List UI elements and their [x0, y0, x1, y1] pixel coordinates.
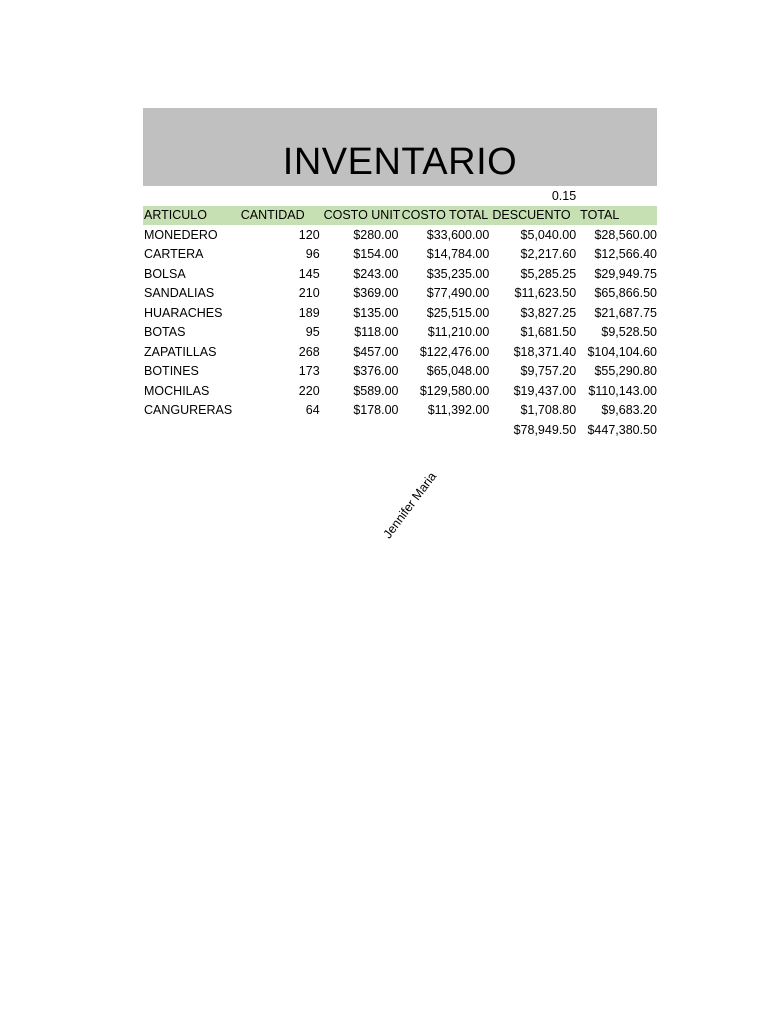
signature-text: Jennifer Maria: [380, 469, 440, 542]
header-cantidad: CANTIDAD: [240, 208, 305, 223]
cell-costo-total: $65,048.00: [426, 364, 490, 379]
cell-descuento: $3,827.25: [520, 305, 577, 320]
cell-cantidad: 96: [305, 247, 320, 262]
cell-descuento: $5,285.25: [520, 266, 577, 281]
cell-total: $28,560.00: [594, 227, 657, 242]
cell-total: $110,143.00: [588, 383, 657, 398]
cell-total: $12,566.40: [594, 247, 657, 262]
cell-total: $29,949.75: [594, 266, 657, 281]
cell-cantidad: 145: [298, 266, 320, 281]
cell-articulo: MOCHILAS: [144, 383, 210, 398]
table-row: [143, 284, 657, 304]
cell-descuento: $19,437.00: [513, 383, 577, 398]
cell-descuento: $9,757.20: [520, 364, 577, 379]
cell-cantidad: 64: [305, 403, 320, 418]
cell-descuento: $5,040.00: [520, 227, 577, 242]
total-total: $447,380.50: [587, 422, 657, 437]
header-descuento: DESCUENTO: [492, 208, 571, 223]
cell-costo-unit: $178.00: [353, 403, 399, 418]
cell-costo-unit: $376.00: [353, 364, 399, 379]
header-articulo: ARTICULO: [144, 208, 207, 223]
cell-costo-unit: $243.00: [353, 266, 399, 281]
cell-total: $55,290.80: [594, 364, 657, 379]
cell-costo-total: $33,600.00: [426, 227, 490, 242]
table-row: [143, 225, 657, 245]
cell-articulo: CARTERA: [144, 247, 204, 262]
cell-cantidad: 220: [298, 383, 320, 398]
cell-costo-total: $122,476.00: [419, 344, 490, 359]
cell-articulo: BOLSA: [144, 266, 186, 281]
cell-articulo: MONEDERO: [144, 227, 218, 242]
cell-descuento: $1,708.80: [520, 403, 577, 418]
table-row: [143, 342, 657, 362]
cell-total: $9,683.20: [601, 403, 657, 418]
cell-costo-total: $77,490.00: [426, 286, 490, 301]
cell-costo-unit: $369.00: [353, 286, 399, 301]
cell-articulo: BOTAS: [144, 325, 186, 340]
cell-costo-total: $11,392.00: [427, 403, 490, 418]
cell-descuento: $11,623.50: [514, 286, 577, 301]
cell-cantidad: 120: [298, 227, 320, 242]
cell-costo-total: $129,580.00: [419, 383, 490, 398]
header-costo-total: COSTO TOTAL: [401, 208, 489, 223]
cell-descuento: $1,681.50: [520, 325, 577, 340]
page-title: INVENTARIO: [282, 141, 518, 183]
cell-descuento: $2,217.60: [520, 247, 577, 262]
discount-rate-row: [143, 186, 657, 206]
cell-total: $21,687.75: [594, 305, 657, 320]
table-row: [143, 264, 657, 284]
cell-articulo: HUARACHES: [144, 305, 223, 320]
table-row: [143, 245, 657, 265]
table-row: [143, 323, 657, 343]
cell-cantidad: 95: [305, 325, 320, 340]
cell-costo-total: $25,515.00: [426, 305, 490, 320]
table-row: [143, 401, 657, 421]
cell-cantidad: 210: [298, 286, 320, 301]
cell-costo-unit: $589.00: [353, 383, 399, 398]
cell-total: $65,866.50: [594, 286, 657, 301]
cell-articulo: CANGURERAS: [144, 403, 233, 418]
cell-cantidad: 268: [298, 344, 320, 359]
inventory-sheet: [143, 108, 657, 440]
cell-costo-total: $35,235.00: [426, 266, 490, 281]
header-costo-unit: COSTO UNIT: [323, 208, 401, 223]
discount-rate-cell: 0.15: [551, 188, 577, 203]
cell-costo-unit: $154.00: [353, 247, 399, 262]
total-descuento: $78,949.50: [513, 422, 577, 437]
cell-costo-unit: $135.00: [353, 305, 399, 320]
cell-articulo: BOTINES: [144, 364, 199, 379]
header-total: TOTAL: [580, 208, 620, 223]
cell-costo-unit: $118.00: [354, 325, 399, 340]
table-row: [143, 381, 657, 401]
cell-cantidad: 189: [298, 305, 320, 320]
cell-cantidad: 173: [298, 364, 320, 379]
table-row: [143, 303, 657, 323]
cell-articulo: SANDALIAS: [144, 286, 215, 301]
title-band: [143, 108, 657, 186]
cell-costo-unit: $457.00: [353, 344, 399, 359]
cell-total: $104,104.60: [587, 344, 657, 359]
cell-descuento: $18,371.40: [513, 344, 577, 359]
cell-total: $9,528.50: [601, 325, 657, 340]
cell-costo-total: $11,210.00: [427, 325, 490, 340]
cell-articulo: ZAPATILLAS: [144, 344, 217, 359]
table-row: [143, 362, 657, 382]
cell-costo-total: $14,784.00: [426, 247, 490, 262]
cell-costo-unit: $280.00: [353, 227, 399, 242]
table-header-row: [143, 206, 657, 226]
totals-row: [143, 420, 657, 440]
